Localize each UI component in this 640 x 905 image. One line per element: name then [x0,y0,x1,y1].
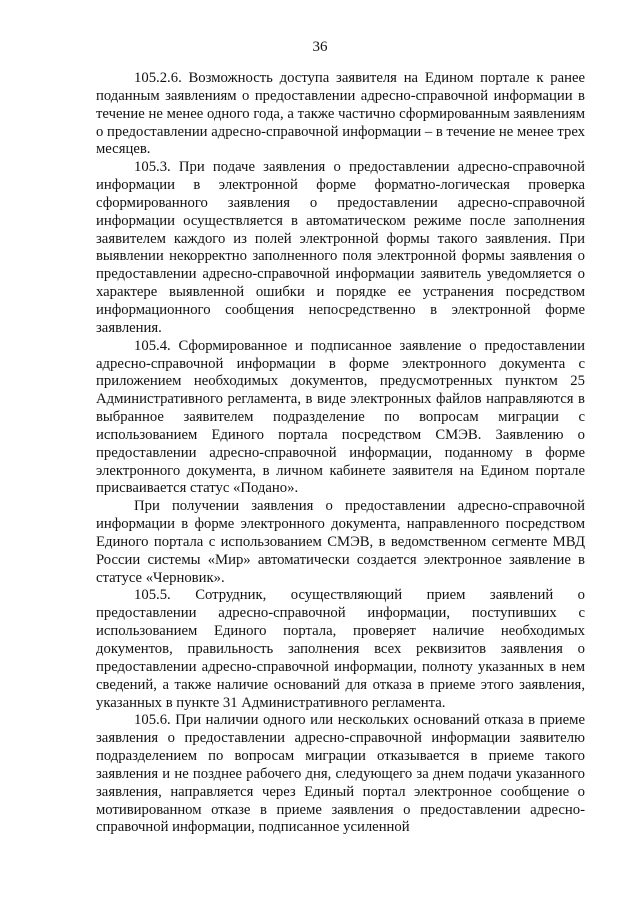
paragraph-105-2-6: 105.2.6. Возможность доступа заявителя на Едином портале к ранее поданным заявлениям о предоставлении адресно-справочной информации в течение не менее одного года, а также частично сформированным заявлениям о предоставлении адресно-справочной информации – в течение не менее трех месяцев. [96,70,585,158]
document-body [96,70,585,837]
paragraph-105-4: 105.4. Сформированное и подписанное заявление о предоставлении адресно-справочной информации в форме электронного документа с приложением необходимых документов, предусмотренных пунктом 25 Административного регламента, в виде электронных файлов направляются в выбранное заявителем подразделение по вопросам миграции с использованием Единого портала посредством СМЭВ. Заявлению о предоставлении адресно-справочной информации, поданному в форме электронного документа, в личном кабинете заявителя на Едином портале присваивается статус «Подано». [96,337,585,497]
paragraph-105-6: 105.6. При наличии одного или нескольких оснований отказа в приеме заявления о предоставлении адресно-справочной информации заявителю подразделением по вопросам миграции отказывается в приеме такого заявления и не позднее рабочего дня, следующего за днем подачи указанного заявления, направляется через Единый портал электронное сообщение о мотивированном отказе в приеме заявления о предоставлении адресно-справочной информации, подписанное усиленной [96,712,585,836]
page-number: 36 [312,39,328,55]
paragraph-105-5: 105.5. Сотрудник, осуществляющий прием заявлений о предоставлении адресно-справочной информации, поступивших с использованием Единого портала, проверяет наличие необходимых документов, правильность заполнения всех реквизитов заявления о предоставлении адресно-справочной информации, полноту указанных в нем сведений, а также наличие оснований для отказа в приеме этого заявления, указанных в пункте 31 Административного регламента. [96,587,585,711]
paragraph-105-3: 105.3. При подаче заявления о предоставлении адресно-справочной информации в электронной форме форматно-логическая проверка сформированного заявления о предоставлении адресно-справочной информации осуществляется в автоматическом режиме после заполнения заявителем каждого из полей электронной формы такого заявления. При выявлении некорректно заполненного поля электронной формы заявления о предоставлении адресно-справочной информации заявитель уведомляется о характере выявленной ошибки и порядке ее устранения посредством информационного сообщения непосредственно в электронной форме заявления. [96,159,585,336]
paragraph-105-4-continued: При получении заявления о предоставлении адресно-справочной информации в форме электронного документа, направленного посредством Единого портала с использованием СМЭВ, в ведомственном сегменте МВД России системы «Мир» автоматически создается электронное заявление в статусе «Черновик». [96,498,585,586]
